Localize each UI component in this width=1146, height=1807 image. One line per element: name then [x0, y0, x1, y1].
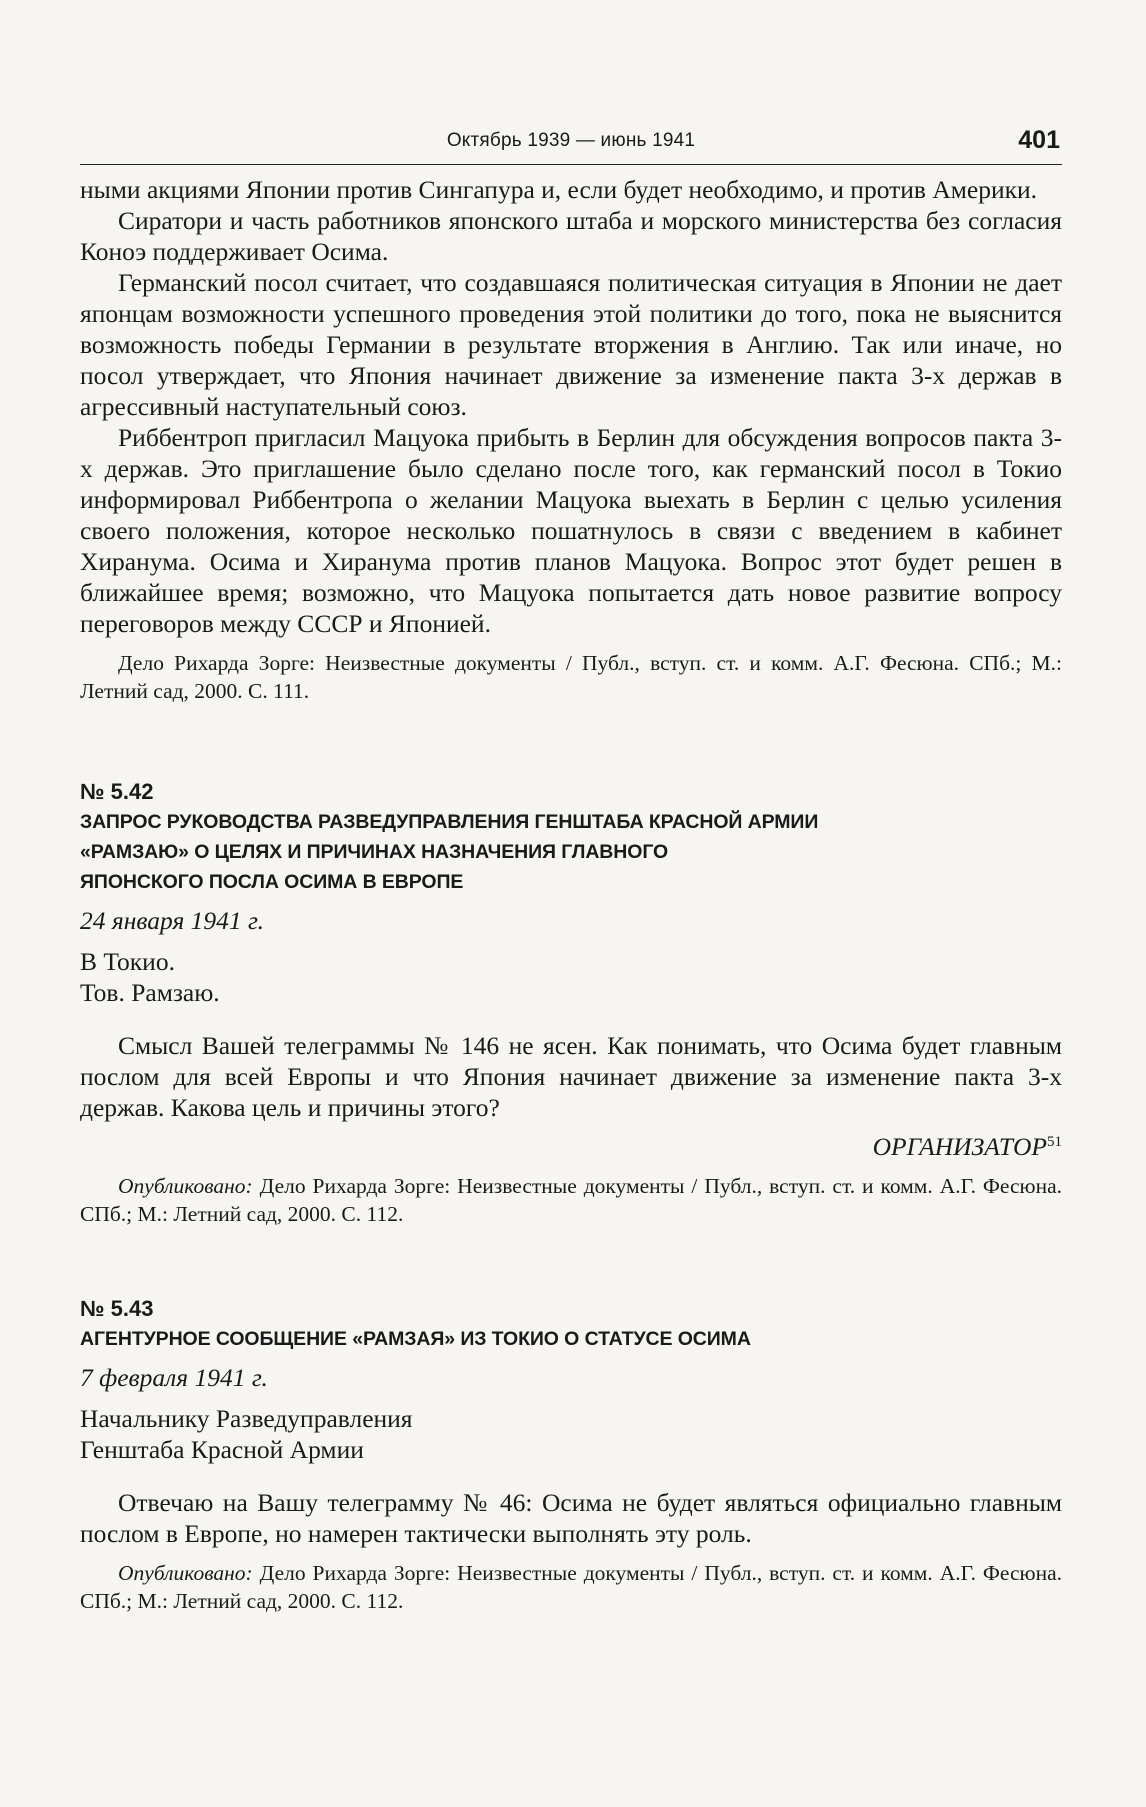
published-label: Опубликовано: — [118, 1174, 253, 1198]
footnote-marker: 51 — [1047, 1134, 1062, 1150]
paragraph: Риббентроп пригласил Мацуока прибыть в Берлин для обсуждения вопросов пакта 3-х держав. Это приглашение было сделано после того, как германский посол в Токио информировал Риббентропа о желании Мацуока выехать в Берлин с целью усиления своего положения, которое несколько пошатнулось в связи с введением в кабинет Хиранума. Осима и Хиранума против планов Мацуока. Вопрос этот будет решен в ближайшее время; возможно, что Мацуока попытается дать новое развитие вопросу переговоров между СССР и Японией. — [80, 423, 1062, 638]
paragraph: Германский посол считает, что создавшаяся политическая ситуация в Японии не дает японцам возможности успешного проведения этой политики до того, пока не выяснится возможность победы Германии в результате вторжения в Англию. Так или иначе, но посол утверждает, что Япония начинает движение за изменение пакта 3-х держав в агрессивный наступательный союз. — [80, 268, 1062, 421]
page-header — [80, 126, 1062, 165]
running-head: Октябрь 1939 — июнь 1941 — [446, 130, 696, 151]
address-line: Тов. Рамзаю. — [80, 978, 220, 1007]
page-number: 401 — [1018, 126, 1060, 154]
document-signature — [80, 1127, 1062, 1162]
paragraph: ными акциями Японии против Сингапура и, если будет необходимо, и против Америки. — [80, 175, 1037, 204]
published-text: Дело Рихарда Зорге: Неизвестные документы / Публ., вступ. ст. и комм. А.Г. Фесюна. СПб.; М.: Летний сад, 2000. С. 112. — [80, 1561, 1062, 1613]
document-body: Смысл Вашей телеграммы № 146 не ясен. Как понимать, что Осима будет главным послом для всей Европы и что Япония начинает движение за изменение пакта 3-х держав. Какова цель и причины этого? — [80, 1031, 1062, 1122]
document-title — [80, 1324, 1062, 1354]
document-title-line: ЯПОНСКОГО ПОСЛА ОСИМА В ЕВРОПЕ — [80, 871, 464, 893]
address-line: Генштаба Красной Армии — [80, 1435, 364, 1464]
document-title — [80, 807, 1062, 897]
published-citation — [80, 1172, 1062, 1228]
document-date: 24 января 1941 г. — [80, 906, 265, 935]
document-date: 7 февраля 1941 г. — [80, 1363, 268, 1392]
document-number: № 5.42 — [80, 779, 154, 804]
published-citation — [80, 1559, 1062, 1615]
address-line: Начальнику Разведуправления — [80, 1404, 413, 1433]
document-body: Отвечаю на Вашу телеграмму № 46: Осима не будет являться официально главным послом в Европе, но намерен тактически выполнять эту роль. — [80, 1488, 1062, 1548]
source-citation: Дело Рихарда Зорге: Неизвестные документы / Публ., вступ. ст. и комм. А.Г. Фесюна. СПб.; М.: Летний сад, 2000. С. 111. — [80, 651, 1062, 703]
document-title-line: АГЕНТУРНОЕ СООБЩЕНИЕ «РАМЗАЯ» ИЗ ТОКИО О СТАТУСЕ ОСИМА — [80, 1328, 751, 1350]
document-address — [80, 946, 1062, 1008]
paragraph: Сиратори и часть работников японского штаба и морского министерства без согласия Коноэ поддерживает Осима. — [80, 206, 1062, 266]
signature-text: ОРГАНИЗАТОР — [872, 1132, 1047, 1161]
address-line: В Токио. — [80, 947, 175, 976]
document-number: № 5.43 — [80, 1296, 154, 1321]
page-body — [80, 174, 1062, 1615]
document-title-line: ЗАПРОС РУКОВОДСТВА РАЗВЕДУПРАВЛЕНИЯ ГЕНШТАБА КРАСНОЙ АРМИИ — [80, 811, 819, 833]
published-text: Дело Рихарда Зорге: Неизвестные документы / Публ., вступ. ст. и комм. А.Г. Фесюна. СПб.; М.: Летний сад, 2000. С. 112. — [80, 1174, 1062, 1226]
published-label: Опубликовано: — [118, 1561, 253, 1585]
document-title-line: «РАМЗАЮ» О ЦЕЛЯХ И ПРИЧИНАХ НАЗНАЧЕНИЯ ГЛАВНОГО — [80, 841, 669, 863]
document-address — [80, 1403, 1062, 1465]
